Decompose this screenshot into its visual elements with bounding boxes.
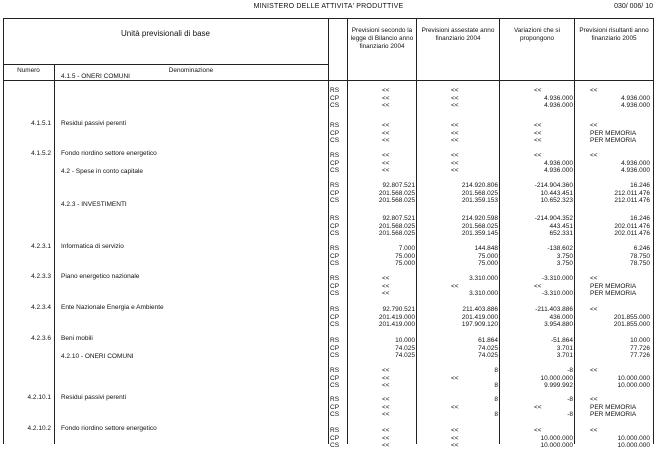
value: << — [590, 122, 598, 129]
code-rs: RS — [330, 367, 340, 374]
value: 3.310.000 — [469, 275, 498, 282]
variazioni-header: Variazioni che si propongono — [513, 27, 561, 42]
value: << — [382, 290, 390, 298]
value: -8 — [567, 411, 573, 419]
code-cs: CS — [330, 411, 340, 419]
code-rs: RS — [330, 337, 340, 344]
row-denominazione: Fondo riordino settore energetico — [61, 150, 157, 157]
value: 4.936.000 — [621, 94, 650, 102]
value: 10.652.323 — [540, 197, 573, 205]
code-cs: CS — [330, 167, 340, 175]
code-cs: CS — [330, 260, 340, 268]
value: << — [590, 87, 598, 94]
table-row — [3, 105, 654, 145]
value: -8 — [567, 396, 573, 403]
row-denominazione: Residui passivi perenti — [61, 394, 127, 401]
code-cp: CP — [330, 94, 340, 102]
value: << — [382, 367, 390, 374]
value: 197.909.120 — [461, 321, 498, 329]
value: << — [382, 102, 390, 110]
value: 3.310.000 — [469, 290, 498, 298]
code-rs: RS — [330, 306, 340, 313]
value: 10.000.000 — [540, 442, 573, 450]
value: 4.936.000 — [544, 159, 573, 167]
row-numero: 4.2.3.4 — [31, 304, 51, 311]
value: 74.025 — [395, 352, 415, 360]
value: << — [382, 159, 390, 167]
unita-separator — [3, 64, 328, 65]
value: PER MEMORIA — [590, 282, 637, 290]
value: 7.000 — [398, 245, 415, 252]
row-denominazione: 4.1.5 - ONERI COMUNI — [61, 73, 130, 80]
value: << — [451, 159, 459, 167]
value: 443.451 — [549, 222, 573, 230]
value: << — [590, 306, 598, 313]
value: 201.359.153 — [461, 197, 498, 205]
code-cs: CS — [330, 197, 340, 205]
value: 10.443.451 — [540, 189, 573, 197]
value: 10.000 — [395, 337, 415, 344]
value: 10.000.000 — [617, 374, 650, 382]
value: -138.602 — [547, 245, 573, 252]
value: 4.936.000 — [621, 167, 650, 175]
table-row — [3, 70, 654, 110]
value: << — [382, 396, 390, 403]
value: << — [382, 374, 390, 382]
value: 201.568.025 — [378, 230, 415, 238]
page-code: 030/ 006/ 10 — [614, 3, 653, 10]
value: 8 — [494, 396, 498, 403]
value: 92.790.521 — [382, 306, 415, 313]
value: 77.726 — [630, 352, 650, 360]
value: 16.246 — [630, 215, 650, 222]
value: << — [382, 382, 390, 390]
value: << — [451, 374, 459, 382]
value: 212.011.476 — [614, 189, 650, 197]
value: 4.936.000 — [621, 102, 650, 110]
value: << — [451, 122, 459, 129]
value: 74.025 — [478, 344, 498, 352]
value: << — [451, 442, 459, 450]
value: 75.000 — [478, 260, 498, 268]
code-cp: CP — [330, 344, 340, 352]
value: 6.246 — [633, 245, 650, 252]
value: -51.864 — [550, 337, 573, 344]
value: 75.000 — [395, 252, 415, 260]
value: 201.568.025 — [461, 222, 498, 230]
value: << — [382, 94, 390, 102]
value: 8 — [494, 382, 498, 390]
value: 75.000 — [395, 260, 415, 268]
row-prev-bilancio-cell — [349, 427, 415, 450]
value: 201.419.000 — [461, 313, 498, 321]
numero-header: Numero — [17, 67, 40, 74]
code-cp: CP — [330, 374, 340, 382]
value: << — [382, 282, 390, 290]
value: << — [382, 129, 390, 137]
code-cp: CP — [330, 434, 340, 442]
value: 212.011.476 — [614, 197, 650, 205]
value: PER MEMORIA — [590, 403, 637, 411]
code-cs: CS — [330, 102, 340, 110]
value: 78.750 — [630, 252, 650, 260]
code-rs: RS — [330, 427, 340, 434]
value: 201.568.025 — [378, 222, 415, 230]
row-denominazione: Residui passivi perenti — [61, 120, 127, 127]
code-cp: CP — [330, 252, 340, 260]
value: << — [382, 167, 390, 175]
value: << — [590, 427, 598, 434]
row-prev-assestate-cell — [418, 427, 498, 450]
table-row — [3, 350, 654, 390]
table-row — [3, 289, 654, 329]
value: 202.011.476 — [614, 230, 650, 238]
table-row — [3, 410, 654, 450]
value: << — [451, 152, 459, 159]
prev-risultanti-header: Previsioni risultanti anno finanziario 2005 — [579, 27, 649, 42]
value: 4.936.000 — [544, 167, 573, 175]
value: << — [534, 427, 542, 434]
row-numero: 4.2.3.6 — [31, 335, 51, 342]
value: << — [451, 87, 459, 94]
row-numero: 4.2.3.1 — [31, 243, 51, 250]
value: << — [451, 427, 459, 434]
value: 3.701 — [556, 344, 573, 352]
row-numero: 4.2.10.2 — [27, 425, 51, 432]
value: << — [534, 282, 542, 290]
value: 74.025 — [478, 352, 498, 360]
value: 4.936.000 — [544, 102, 573, 110]
value: << — [451, 129, 459, 137]
code-cp: CP — [330, 313, 340, 321]
value: 8 — [494, 411, 498, 419]
value: 10.000.000 — [617, 442, 650, 450]
value: 77.726 — [630, 344, 650, 352]
code-cs: CS — [330, 230, 340, 238]
row-denominazione: 4.2.10 - ONERI COMUNI — [61, 353, 134, 360]
value: PER MEMORIA — [590, 290, 637, 298]
table-row — [3, 258, 654, 298]
prev-bilancio-header: Previsioni secondo la legge di Bilancio anno finanziario 2004 — [350, 27, 414, 50]
value: << — [382, 434, 390, 442]
code-cs: CS — [330, 442, 340, 450]
code-rs: RS — [330, 396, 340, 403]
value: 3.750 — [556, 260, 573, 268]
value: << — [534, 87, 542, 94]
table-row — [3, 198, 654, 238]
value: -214.904.360 — [534, 182, 573, 189]
value: 92.807.521 — [382, 182, 415, 189]
value: << — [451, 434, 459, 442]
value: -3.310.000 — [541, 275, 573, 282]
code-rs: RS — [330, 87, 340, 94]
unita-header: Unità previsionali di base — [121, 29, 210, 38]
value: << — [451, 403, 459, 411]
code-cs: CS — [330, 321, 340, 329]
value: 214.920.806 — [461, 182, 498, 189]
value: << — [382, 152, 390, 159]
value: 201.568.025 — [378, 197, 415, 205]
value: 652.331 — [549, 230, 573, 238]
value: 202.011.476 — [614, 222, 650, 230]
value: 201.855.000 — [613, 313, 650, 321]
row-denominazione: 4.2 - Spese in conto capitale — [61, 168, 144, 175]
code-rs: RS — [330, 122, 340, 129]
value: << — [382, 403, 390, 411]
value: << — [382, 442, 390, 450]
code-cs: CS — [330, 352, 340, 360]
value: 75.000 — [478, 252, 498, 260]
value: -8 — [567, 367, 573, 374]
value: PER MEMORIA — [590, 129, 637, 137]
value: 3.750 — [556, 252, 573, 260]
value: << — [382, 427, 390, 434]
value: 61.864 — [478, 337, 498, 344]
value: 436.000 — [549, 313, 573, 321]
value: 10.000.000 — [540, 434, 573, 442]
value: << — [451, 137, 459, 145]
value: PER MEMORIA — [590, 137, 637, 145]
value: -211.403.886 — [535, 306, 573, 313]
value: 201.855.000 — [613, 321, 650, 329]
value: 201.419.000 — [378, 321, 415, 329]
value: << — [534, 137, 542, 145]
value: 16.246 — [630, 182, 650, 189]
table-row — [3, 379, 654, 419]
row-denominazione: Informatica di servizio — [61, 243, 124, 250]
value: << — [534, 129, 542, 137]
value: 4.936.000 — [621, 159, 650, 167]
value: 3.701 — [556, 352, 573, 360]
value: << — [534, 152, 542, 159]
code-cs: CS — [330, 290, 340, 298]
value: << — [382, 122, 390, 129]
value: << — [451, 94, 459, 102]
value: << — [451, 167, 459, 175]
value: 78.750 — [630, 260, 650, 268]
value: << — [382, 87, 390, 94]
table-row — [3, 228, 654, 268]
value: << — [590, 152, 598, 159]
code-cp: CP — [330, 282, 340, 290]
row-prev-risultanti-cell — [576, 427, 650, 450]
row-denominazione: Fondo riordino settore energetico — [61, 425, 157, 432]
row-numero: 4.2.3.3 — [31, 273, 51, 280]
code-cs: CS — [330, 382, 340, 390]
code-rs: RS — [330, 182, 340, 189]
value: 201.419.000 — [378, 313, 415, 321]
value: 92.807.521 — [382, 215, 415, 222]
code-rs: RS — [330, 152, 340, 159]
value: PER MEMORIA — [590, 411, 637, 419]
code-cp: CP — [330, 159, 340, 167]
prev-assestate-header: Previsioni assestate anno finanziario 2004 — [421, 27, 495, 42]
code-cp: CP — [330, 129, 340, 137]
code-rs: RS — [330, 275, 340, 282]
value: 10.000.000 — [540, 374, 573, 382]
code-cp: CP — [330, 189, 340, 197]
value: 4.936.000 — [544, 94, 573, 102]
value: 201.359.145 — [461, 230, 498, 238]
value: << — [451, 282, 459, 290]
value: 10.000.000 — [617, 382, 650, 390]
value: 74.025 — [395, 344, 415, 352]
value: 10.000.000 — [617, 434, 650, 442]
value: << — [382, 411, 390, 419]
denominazione-header: Denominazione — [168, 67, 214, 74]
value: 10.000 — [630, 337, 650, 344]
value: << — [590, 396, 598, 403]
code-cs: CS — [330, 137, 340, 145]
row-numero: 4.1.5.1 — [31, 120, 51, 127]
row-codes — [330, 427, 346, 450]
row-denominazione: Piano energetico nazionale — [61, 273, 140, 280]
value: << — [382, 275, 390, 282]
row-denominazione: Ente Nazionale Energia e Ambiente — [61, 304, 164, 311]
value: -214.904.352 — [534, 215, 573, 222]
code-cp: CP — [330, 222, 340, 230]
row-denominazione: 4.2.3 - INVESTIMENTI — [61, 201, 127, 208]
value: 201.568.025 — [461, 189, 498, 197]
value: 9.999.992 — [544, 382, 573, 390]
value: << — [590, 275, 598, 282]
value: 214.920.598 — [461, 215, 498, 222]
value: 144.848 — [474, 245, 498, 252]
value: << — [590, 367, 598, 374]
code-cp: CP — [330, 403, 340, 411]
value: -3.310.000 — [541, 290, 573, 298]
value: << — [534, 403, 542, 411]
row-variazioni-cell — [501, 427, 573, 450]
value: 3.954.880 — [544, 321, 573, 329]
row-numero: 4.1.5.2 — [31, 150, 51, 157]
budget-table — [3, 18, 654, 450]
value: << — [451, 102, 459, 110]
row-denominazione: Beni mobili — [61, 335, 93, 342]
value: 201.568.025 — [378, 189, 415, 197]
value: << — [382, 137, 390, 145]
value: << — [534, 122, 542, 129]
value: 211.403.886 — [462, 306, 498, 313]
ministry-title: MINISTERO DELLE ATTIVITA' PRODUTTIVE — [253, 3, 404, 10]
row-numero: 4.2.10.1 — [27, 394, 51, 401]
code-rs: RS — [330, 245, 340, 252]
code-rs: RS — [330, 215, 340, 222]
value: 8 — [494, 367, 498, 374]
